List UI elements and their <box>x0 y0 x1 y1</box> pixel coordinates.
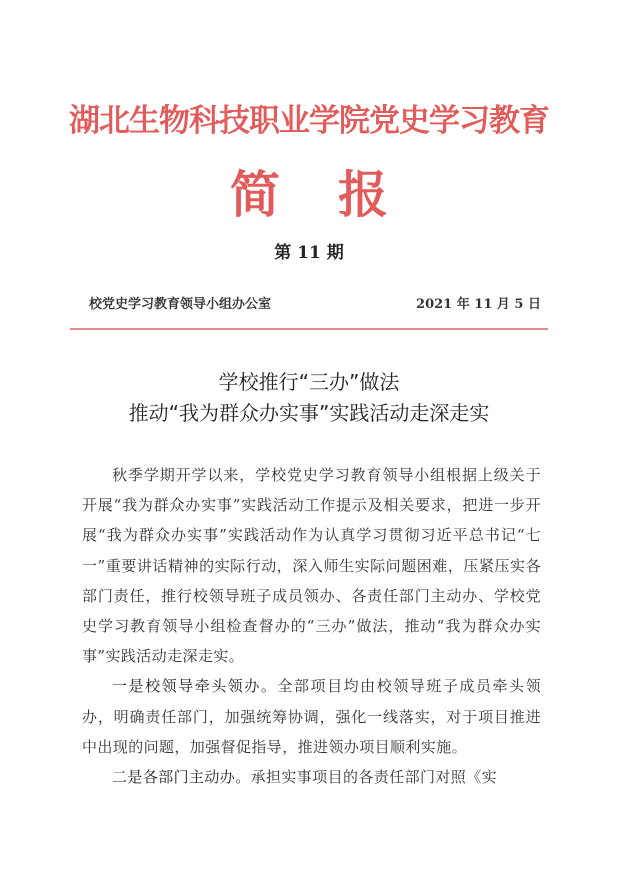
paragraph-intro: 秋季学期开学以来，学校党史学习教育领导小组根据上级关于开展“我为群众办实事”实践活动工作提示及相关要求，把进一步开展“我为群众办实事”实践活动作为认真学习贯彻习近平总书记“七一”重要讲话精神的实际行动，深入师生实际问题困难，压紧压实各部门责任，推行校领导班子成员领办、各责任部门主动办、学校党史学习教育领导小组检查督办的“三办”做法，推动“我为群众办实事”实践活动走深走实。 <box>82 466 541 666</box>
masthead-title: 湖北生物科技职业学院党史学习教育 <box>69 103 549 139</box>
article-title-line-1: 学校推行“三办”做法 <box>218 370 400 394</box>
point-2-lead: 二是各部门主动办。 <box>112 768 251 787</box>
issue-date: 2021 年 11 月 5 日 <box>416 297 541 312</box>
issue-number: 第 11 期 <box>274 243 344 263</box>
issuing-office: 校党史学习教育领导小组办公室 <box>89 297 272 312</box>
point-2-body: 承担实事项目的各责任部门对照《实 <box>250 768 498 787</box>
point-1-lead: 一是校领导牵头领办。 <box>112 677 278 696</box>
point-1-body: 全部项目均由校领导班子成员牵头领办，明确责任部门，加强统筹协调，强化一线落实，对于项目推进中出现的问题，加强督促指导，推进领办项目顺利实施。 <box>82 677 541 756</box>
paragraph-point-1 <box>82 671 541 762</box>
article-body <box>82 460 541 792</box>
brief-char-1: 简 <box>230 166 280 224</box>
article-title-line-2: 推动“我为群众办实事”实践活动走深走实 <box>128 401 490 425</box>
brief-title <box>0 165 618 225</box>
brief-char-2: 报 <box>338 166 388 224</box>
paragraph-point-2 <box>82 762 541 792</box>
header-divider <box>70 328 548 330</box>
